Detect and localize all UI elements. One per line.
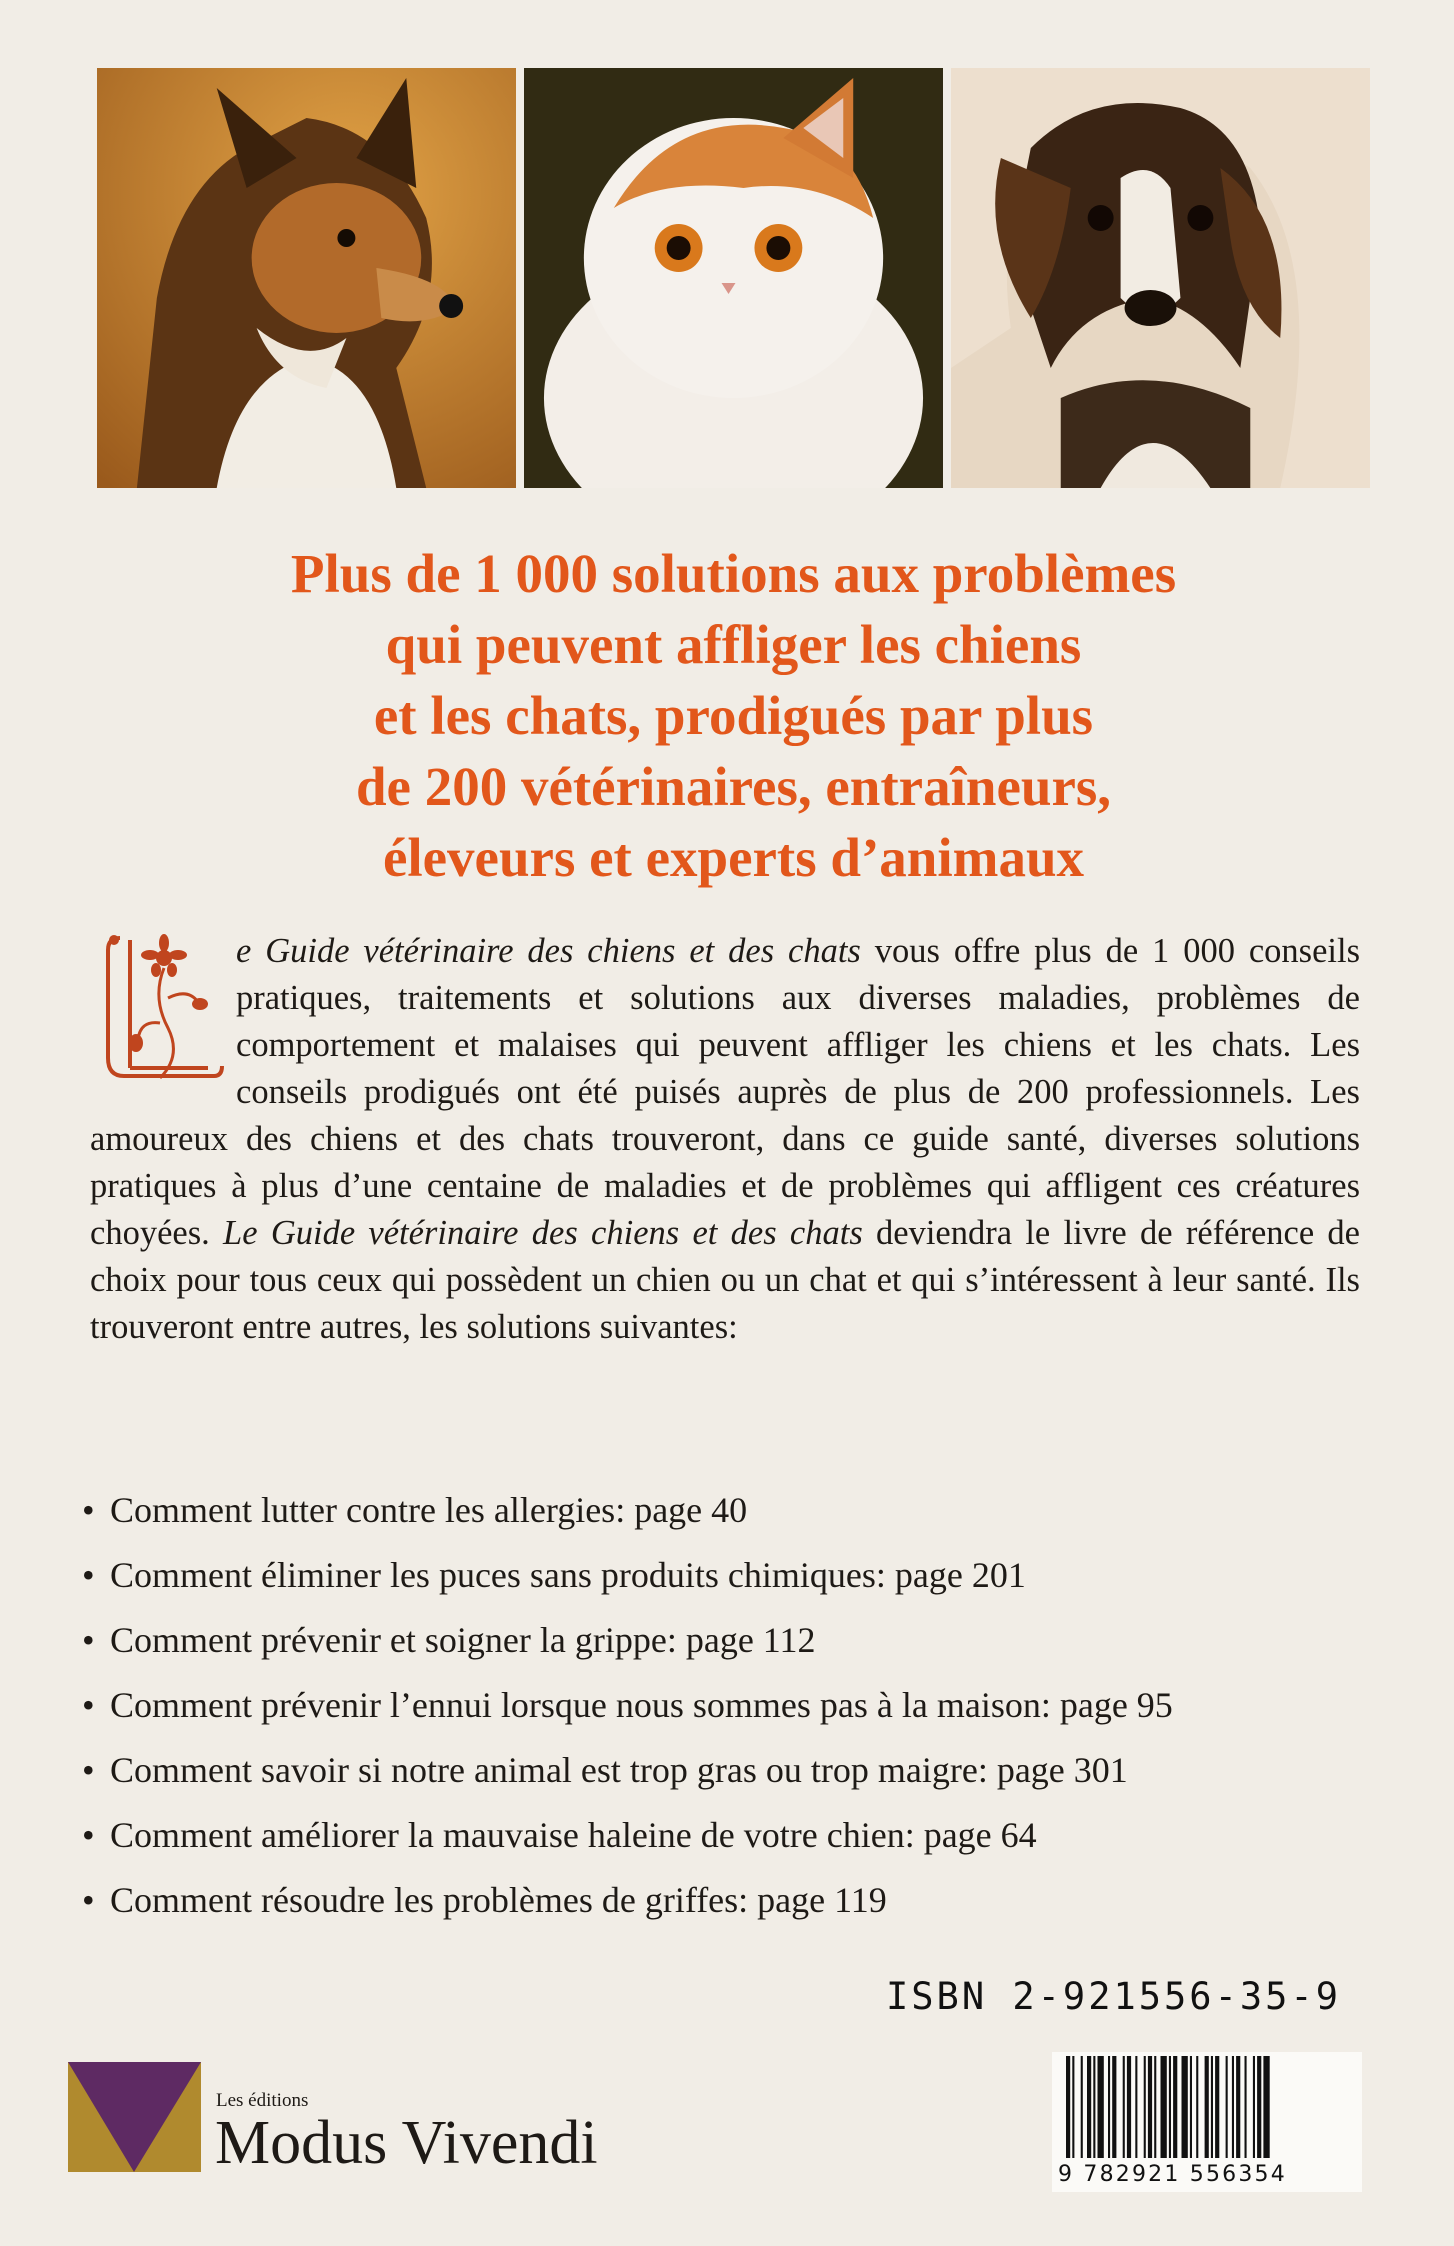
list-item	[82, 1478, 1382, 1543]
list-item	[82, 1673, 1382, 1738]
list-item-text: Comment prévenir l’ennui lorsque nous sommes pas à la maison: page 95	[110, 1685, 1173, 1725]
headline-line: qui peuvent affliger les chiens	[385, 614, 1082, 675]
dropcap-letter-l-ornament	[90, 928, 230, 1088]
barcode	[1052, 2052, 1362, 2192]
list-item	[82, 1608, 1382, 1673]
photo-strip	[97, 68, 1370, 488]
list-item-text: Comment améliorer la mauvaise haleine de votre chien: page 64	[110, 1815, 1037, 1855]
photo-beagle-puppy	[951, 68, 1370, 488]
publisher-name: Modus Vivendi	[215, 2109, 598, 2177]
barcode-bars-icon	[1052, 2052, 1362, 2164]
bullet-icon: •	[82, 1555, 95, 1595]
list-item-text: Comment éliminer les puces sans produits chimiques: page 201	[110, 1555, 1026, 1595]
barcode-digits: 9 782921 556354	[1058, 2162, 1287, 2187]
intro-paragraph	[90, 928, 1360, 1351]
list-item	[82, 1738, 1382, 1803]
headline-line: et les chats, prodigués par plus	[373, 685, 1094, 746]
list-item-text: Comment savoir si notre animal est trop gras ou trop maigre: page 301	[110, 1750, 1128, 1790]
isbn-number: ISBN 2-921556-35-9	[886, 1975, 1341, 2018]
headline-line: éleveurs et experts d’animaux	[382, 827, 1085, 888]
bullet-icon: •	[82, 1685, 95, 1725]
photo-persian-cat	[524, 68, 943, 488]
intro-text-part: vous offre plus de 1 000 conseils pratiques, traitements et solutions aux diverses maladies, problèmes de comportement et malaises qui peuvent affliger les chiens et les chats. Les conseils prodigués ont été puisés auprès de plus de 200 professionnels. Les amoureux des chiens et des chats trouveront, dans ce guide santé, diverses solutions pratiques à plus d’une centaine de maladies et de problèmes qui affligent ces créatures choyées.	[90, 932, 1360, 1252]
publisher-logo-icon	[68, 2062, 201, 2172]
solutions-list	[82, 1478, 1382, 1933]
photo-sheltie-dog	[97, 68, 516, 488]
book-title-italic: Le Guide vétérinaire des chiens et des chats	[223, 1214, 863, 1252]
headline-line: de 200 vétérinaires, entraîneurs,	[355, 756, 1112, 817]
list-item-text: Comment prévenir et soigner la grippe: page 112	[110, 1620, 816, 1660]
bullet-icon: •	[82, 1490, 95, 1530]
bullet-icon: •	[82, 1750, 95, 1790]
list-item	[82, 1543, 1382, 1608]
list-item-text: Comment résoudre les problèmes de griffes: page 119	[110, 1880, 887, 1920]
bullet-icon: •	[82, 1620, 95, 1660]
book-title-italic: e Guide vétérinaire des chiens et des chats	[236, 932, 861, 970]
publisher-prefix: Les éditions	[216, 2090, 309, 2111]
headline-line: Plus de 1 000 solutions aux problèmes	[290, 543, 1177, 604]
list-item	[82, 1868, 1382, 1933]
list-item-text: Comment lutter contre les allergies: page 40	[110, 1490, 748, 1530]
bullet-icon: •	[82, 1815, 95, 1855]
bullet-icon: •	[82, 1880, 95, 1920]
intro-text	[90, 928, 1360, 1351]
list-item	[82, 1803, 1382, 1868]
publisher-block	[68, 2062, 768, 2182]
headline	[97, 538, 1370, 893]
intro-text-part: deviendra le livre de référence de choix pour tous ceux qui possèdent un chien ou un chat et qui s’intéressent à leur santé. Ils trouveront entre autres, les solutions suivantes:	[90, 1214, 1360, 1346]
